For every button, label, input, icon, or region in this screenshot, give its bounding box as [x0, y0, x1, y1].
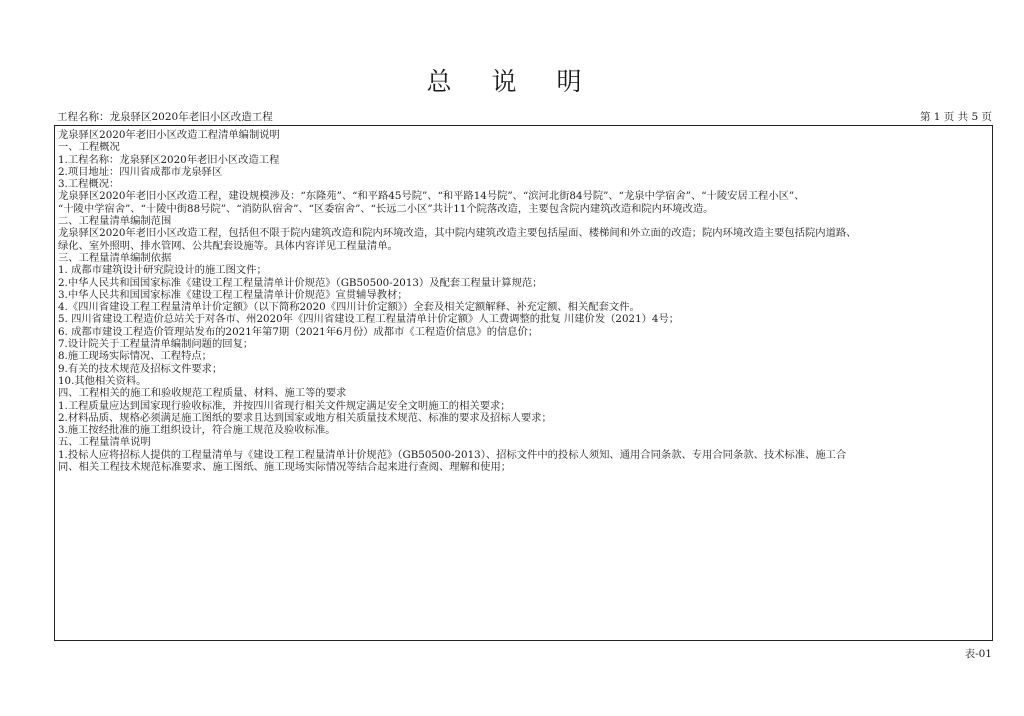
project-name: 工程名称：龙泉驿区2020年老旧小区改造工程: [57, 111, 273, 123]
description-line: 10.其他相关资料。: [58, 374, 147, 387]
description-line: 绿化、室外照明、排水管网、公共配套设施等。具体内容详见工程量清单。: [58, 239, 398, 252]
description-line: 五、工程量清单说明: [58, 436, 151, 449]
description-line: 9.有关的技术规范及招标文件要求；: [58, 362, 223, 375]
page-title: 总 说 明: [426, 67, 598, 96]
description-line: 3.施工按经批准的施工组织设计，符合施工规范及验收标准。: [58, 424, 336, 437]
description-line: 3.工程概况：: [58, 178, 120, 191]
description-line: 龙泉驿区2020年老旧小区改造工程清单编制说明: [58, 129, 280, 141]
description-line: 2.项目地址：四川省成都市龙泉驿区: [58, 165, 223, 178]
description-line: “十陵中学宿舍”、“十陵中街88号院”、“消防队宿舍”、“区委宿舍”、“长远二小区”共计11个院落改造，主要包含院内建筑改造和院内环境改造。: [58, 202, 714, 215]
description-line: 龙泉驿区2020年老旧小区改造工程，建设规模涉及：“东隆苑”、“和平路45号院”、“和平路14号院”、“滨河北街84号院”、“龙泉中学宿舍”、“十陵安居工程小区”、: [58, 190, 805, 203]
description-line: 2.材料品质、规格必须满足施工图纸的要求且达到国家或地方相关质量技术规范、标准的要求及招标人要求；: [58, 411, 552, 424]
description-line: 三、工程量清单编制依据: [58, 251, 172, 264]
form-number: 表-01: [964, 648, 992, 660]
page-number: 第 1 页 共 5 页: [919, 111, 992, 123]
description-line: 5. 四川省建设工程造价总站关于对各市、州2020年《四川省建设工程工程量清单计价定额》人工费调整的批复 川建价发（2021）4号；: [58, 313, 680, 326]
description-line: 6. 成都市建设工程造价管理站发布的2021年第7期（2021年6月份）成都市《工程造价信息》的信息价；: [58, 325, 539, 338]
description-line: 1. 成都市建筑设计研究院设计的施工图文件；: [58, 264, 267, 277]
description-line: 2.中华人民共和国国家标准《建设工程工程量清单计价规范》（GB50500-2013）及配套工程量计算规范；: [58, 276, 543, 289]
description-line: 7.设计院关于工程量清单编制问题的回复；: [58, 338, 254, 351]
description-line: 1.工程名称：龙泉驿区2020年老旧小区改造工程: [58, 153, 280, 166]
description-line: 8.施工现场实际情况、工程特点；: [58, 350, 212, 363]
description-text: [58, 129, 990, 473]
description-line: 一、工程概况: [58, 141, 120, 154]
description-line: 1.投标人应将招标人提供的工程量清单与《建设工程工程量清单计价规范》（GB50500-2013）、招标文件中的投标人须知、通用合同条款、专用合同条款、技术标准、施工合: [58, 448, 847, 461]
description-line: 龙泉驿区2020年老旧小区改造工程，包括但不限于院内建筑改造和院内环境改造，其中院内建筑改造主要包括屋面、楼梯间和外立面的改造；院内环境改造主要包括院内道路、: [58, 227, 857, 240]
description-line: 3.中华人民共和国国家标准《建设工程工程量清单计价规范》宣贯辅导教材；: [58, 288, 408, 301]
description-box: [54, 125, 993, 641]
description-line: 同、相关工程技术规范标准要求、施工图纸、施工现场实际情况等结合起来进行查阅、理解和使用；: [58, 461, 512, 474]
description-line: 四、工程相关的施工和验收规范工程质量、材料、施工等的要求: [58, 387, 347, 400]
description-line: 二、工程量清单编制范围: [58, 215, 172, 228]
description-line: 1.工程质量应达到国家现行验收标准，并按四川省现行相关文件规定满足安全文明施工的相关要求；: [58, 399, 511, 412]
description-line: 4.《四川省建设工程工程量清单计价定额》（以下简称2020《四川计价定额》）全套及相关定额解释、补充定额、相关配套文件。: [58, 301, 640, 314]
